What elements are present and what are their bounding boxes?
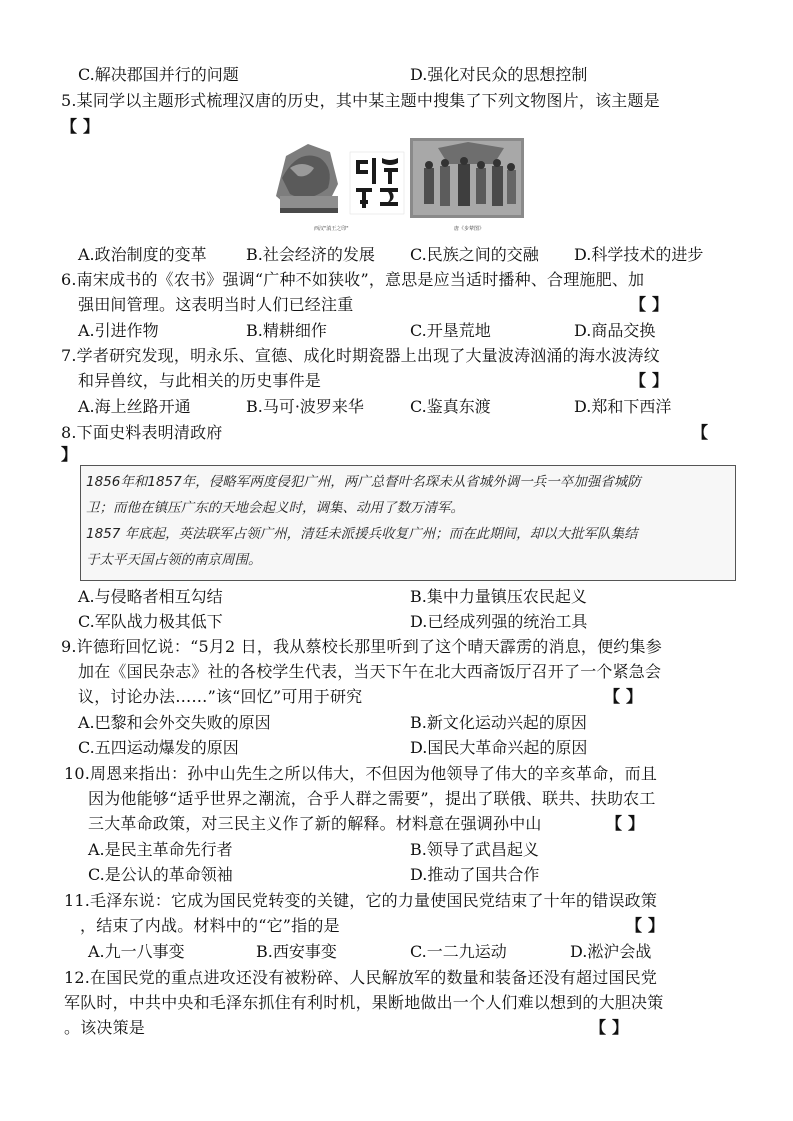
q5-option-d: D.科学技术的进步 <box>574 245 704 264</box>
q6-line-2: 强田间管理。这表明当时人们已经注重 <box>78 295 354 314</box>
q7-answer-bracket: 【 】 <box>630 371 669 390</box>
q5-stem: 5.某同学以主题形式梳理汉唐的历史，其中某主题中搜集了下列文物图片，该主题是 <box>61 91 660 110</box>
q7-option-c: C.鉴真东渡 <box>410 397 491 416</box>
q8-stem: 8.下面史料表明清政府 <box>61 423 223 442</box>
artifact-figures <box>268 138 524 234</box>
q8-option-d: D.已经成列强的统治工具 <box>410 612 588 631</box>
q6-option-a: A.引进作物 <box>78 321 159 340</box>
q6-line-1: 6.南宋成书的《农书》强调“广种不如狭收”，意思是应当适时播种、合理施肥、加 <box>61 270 645 289</box>
q7-line-1: 7.学者研究发现，明永乐、宣德、成化时期瓷器上出现了大量波涛汹涌的海水波涛纹 <box>61 346 660 365</box>
q10-option-d: D.推动了国共合作 <box>410 865 540 884</box>
q8-bracket-open: 【 <box>692 423 709 442</box>
q6-answer-bracket: 【 】 <box>630 295 669 314</box>
q6-option-d: D.商品交换 <box>574 321 656 340</box>
q10-option-a: A.是民主革命先行者 <box>88 840 233 859</box>
q10-answer-bracket: 【 】 <box>606 814 645 833</box>
q12-answer-bracket: 【 】 <box>590 1018 629 1037</box>
q5-artifact-images <box>268 138 524 234</box>
q8-option-b: B.集中力量镇压农民起义 <box>410 587 587 606</box>
q6-option-b: B.精耕细作 <box>246 321 327 340</box>
q11-answer-bracket: 【 】 <box>626 916 665 935</box>
caption-seal: 西汉"滇王之印" <box>314 226 349 232</box>
q10-line-2: 因为他能够“适乎世界之潮流，合乎人群之需要”，提出了联俄、联共、扶助农工 <box>88 789 656 808</box>
q12-line-2: 军队时，中共中央和毛泽东抓住有利时机，果断地做出一个人们难以想到的大胆决策 <box>64 993 664 1012</box>
q4-option-c: C.解决郡国并行的问题 <box>78 65 239 84</box>
q8-option-c: C.军队战力极其低下 <box>78 612 223 631</box>
q7-option-d: D.郑和下西洋 <box>574 397 672 416</box>
q10-option-b: B.领导了武昌起义 <box>410 840 539 859</box>
q11-line-2: ，结束了内战。材料中的“它”指的是 <box>80 916 340 935</box>
q8-bracket-close: 】 <box>61 445 78 464</box>
q10-line-1: 10.周恩来指出：孙中山先生之所以伟大，不但因为他领导了伟大的辛亥革命，而且 <box>64 764 658 783</box>
q10-option-c: C.是公认的革命领袖 <box>88 865 233 884</box>
bunian-painting <box>410 138 524 218</box>
q11-option-c: C.一二九运动 <box>410 942 507 961</box>
q9-option-b: B.新文化运动兴起的原因 <box>410 713 587 732</box>
q5-option-c: C.民族之间的交融 <box>410 245 539 264</box>
q9-line-3: 议，讨论办法……”该“回忆”可用于研究 <box>78 687 363 706</box>
q9-answer-bracket: 【 】 <box>604 687 643 706</box>
q7-option-a: A.海上丝路开通 <box>78 397 191 416</box>
q12-line-3: 。该决策是 <box>64 1018 146 1037</box>
snake-knob-seal-photo <box>268 138 346 220</box>
q4-option-d: D.强化对民众的思想控制 <box>410 65 588 84</box>
q11-option-a: A.九一八事变 <box>88 942 185 961</box>
source-line-1: 1856年和1857年，侵略军两度侵犯广州，两广总督叶名琛未从省城外调一兵一卒加强省城防 <box>86 474 641 490</box>
q7-line-2: 和异兽纹，与此相关的历史事件是 <box>78 371 322 390</box>
q8-option-a: A.与侵略者相互勾结 <box>78 587 223 606</box>
historical-source-box <box>80 465 736 581</box>
q6-option-c: C.开垦荒地 <box>410 321 491 340</box>
q9-option-a: A.巴黎和会外交失败的原因 <box>78 713 271 732</box>
q11-option-d: D.淞沪会战 <box>570 942 652 961</box>
q11-line-1: 11.毛泽东说：它成为国民党转变的关键，它的力量使国民党结束了十年的错误政策 <box>64 891 658 910</box>
q10-line-3: 三大革命政策，对三民主义作了新的解释。材料意在强调孙中山 <box>88 814 542 833</box>
q9-option-c: C.五四运动爆发的原因 <box>78 738 239 757</box>
q5-answer-bracket: 【 】 <box>61 117 100 136</box>
source-line-3: 1857 年底起，英法联军占领广州，清廷未派援兵收复广州；而在此期间，却以大批军队集结 <box>86 526 638 542</box>
q11-option-b: B.西安事变 <box>256 942 337 961</box>
q7-option-b: B.马可·波罗来华 <box>246 397 364 416</box>
q5-option-b: B.社会经济的发展 <box>246 245 375 264</box>
q5-option-a: A.政治制度的变革 <box>78 245 207 264</box>
q9-line-1: 9.许德珩回忆说：“5月2 日，我从蔡校长那里听到了这个晴天霹雳的消息，便约集参 <box>61 637 662 656</box>
source-line-2: 卫；而他在镇压广东的天地会起义时，调集、动用了数万清军。 <box>86 500 464 516</box>
q12-line-1: 12.在国民党的重点进攻还没有被粉碎、人民解放军的数量和装备还没有超过国民党 <box>64 968 658 987</box>
caption-painting: 唐《步辇图》 <box>454 226 485 232</box>
q9-line-2: 加在《国民杂志》社的各校学生代表，当天下午在北大西斋饭厅召开了一个紧急会 <box>78 662 662 681</box>
seal-impression <box>350 152 404 214</box>
q9-option-d: D.国民大革命兴起的原因 <box>410 738 588 757</box>
source-line-4: 于太平天国占领的南京周围。 <box>86 552 262 568</box>
